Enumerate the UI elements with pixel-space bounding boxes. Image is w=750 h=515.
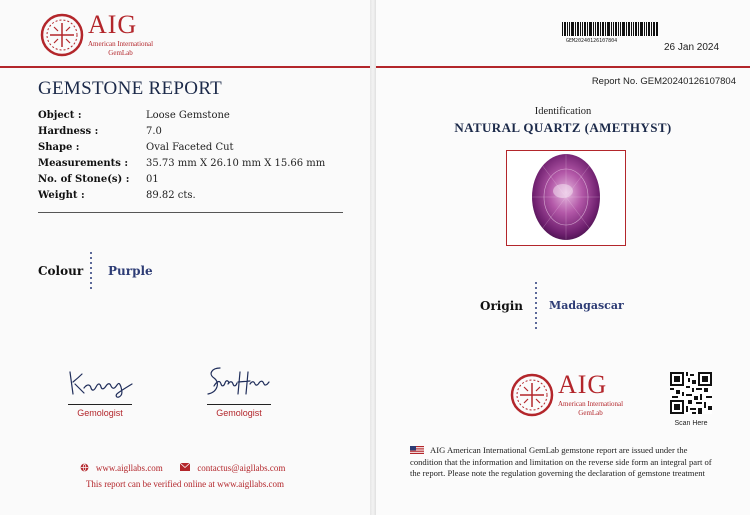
- verify-text: This report can be verified online at www.aigllabs.com: [85, 479, 285, 489]
- signature-block-2: [200, 364, 278, 418]
- property-label: Object :: [38, 110, 82, 121]
- aig-logo: [40, 12, 153, 58]
- report-title: GEMSTONE REPORT: [38, 78, 223, 99]
- property-label: No. of Stone(s) :: [38, 174, 130, 185]
- amethyst-image: [507, 151, 625, 245]
- property-value: Loose Gemstone: [146, 110, 230, 121]
- qr-caption: Scan Here: [674, 420, 708, 427]
- gemstone-photo: [506, 150, 626, 246]
- property-label: Hardness :: [38, 126, 99, 137]
- signature-image: [64, 366, 136, 400]
- website-link[interactable]: www.aigllabs.com: [95, 463, 163, 473]
- barcode-image: [562, 22, 658, 36]
- brand-subtitle-1: American International: [88, 40, 154, 48]
- globe-icon: [80, 463, 89, 472]
- dot-separator: [535, 282, 537, 329]
- page-fold: [370, 0, 376, 515]
- property-row: [38, 172, 325, 188]
- property-value: Oval Faceted Cut: [146, 142, 234, 153]
- disclaimer-body: AIG American International GemLab gemstone report are issued under the condition that the information and limitation on the reverse side form an integral part of the report. Please note the regulation governing the declaration of gemstone treatment: [410, 445, 712, 478]
- property-divider: [38, 212, 343, 213]
- origin-section: [480, 282, 624, 329]
- gemologist-role: Gemologist: [77, 408, 123, 418]
- qr-code[interactable]: [670, 372, 712, 414]
- property-row: [38, 124, 325, 140]
- property-row: [38, 156, 325, 172]
- brand-name: AIG: [88, 10, 138, 39]
- origin-label: Origin: [480, 298, 524, 313]
- property-value: 89.82 cts.: [146, 190, 196, 201]
- disclaimer-text: [410, 445, 712, 480]
- dot-separator: [90, 252, 92, 289]
- header-divider-left: [0, 66, 370, 68]
- colour-section: [38, 252, 153, 289]
- property-value: 7.0: [146, 126, 162, 137]
- website-contact[interactable]: [80, 463, 170, 473]
- property-row: [38, 108, 325, 124]
- origin-value: Madagascar: [549, 299, 624, 312]
- signature-line: [68, 404, 132, 405]
- property-value: 35.73 mm X 26.10 mm X 15.66 mm: [146, 158, 326, 169]
- envelope-icon: [180, 463, 190, 471]
- signature-block-1: [64, 366, 136, 418]
- email-contact[interactable]: [180, 463, 290, 473]
- email-link[interactable]: contactus@aigllabs.com: [197, 463, 286, 473]
- barcode-number: GEM20240126107804: [566, 38, 618, 44]
- property-label: Measurements :: [38, 158, 129, 169]
- report-number: Report No. GEM20240126107804: [591, 76, 736, 87]
- aig-emblem-icon: [510, 373, 554, 417]
- property-list: [38, 108, 325, 204]
- us-flag-icon: [410, 446, 424, 454]
- aig-emblem-icon: [40, 13, 84, 57]
- gemstone-name: NATURAL QUARTZ (AMETHYST): [454, 120, 672, 135]
- report-date: 26 Jan 2024: [664, 42, 720, 53]
- signature-image: [200, 364, 278, 400]
- property-label: Shape :: [38, 142, 80, 153]
- gemologist-role: Gemologist: [216, 408, 262, 418]
- brand-subtitle-1: American International: [558, 400, 624, 408]
- brand-subtitle-2: GemLab: [108, 49, 133, 57]
- property-value: 01: [146, 174, 159, 185]
- signature-line: [207, 404, 271, 405]
- header-divider-right: [376, 66, 750, 68]
- aig-logo-footer: [510, 372, 623, 418]
- property-row: [38, 140, 325, 156]
- property-row: [38, 188, 325, 204]
- identification-label: Identification: [534, 106, 592, 117]
- colour-label: Colour: [38, 263, 84, 278]
- property-label: Weight :: [38, 190, 85, 201]
- brand-subtitle-2: GemLab: [578, 409, 603, 417]
- contact-line: [0, 463, 370, 473]
- colour-value: Purple: [108, 263, 153, 278]
- brand-name: AIG: [558, 370, 608, 399]
